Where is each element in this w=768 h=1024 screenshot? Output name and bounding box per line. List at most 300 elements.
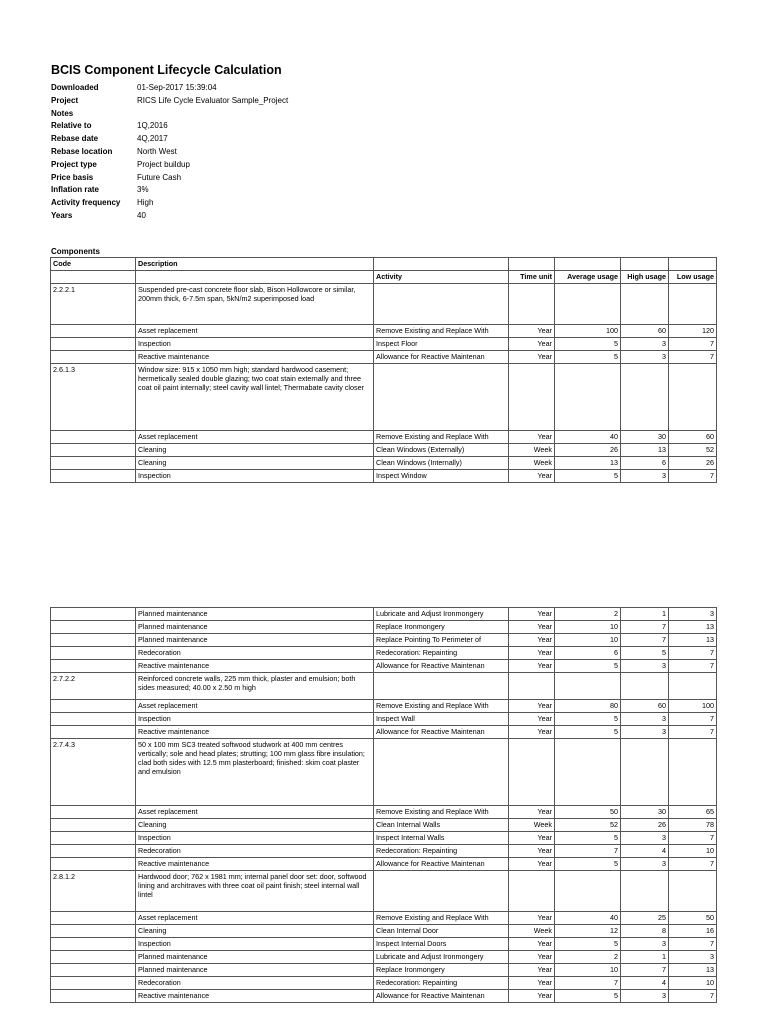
meta-row bbox=[51, 146, 288, 159]
time-unit-cell: Year bbox=[509, 726, 555, 739]
average-usage-cell: 100 bbox=[555, 325, 621, 338]
time-unit-cell: Year bbox=[509, 912, 555, 925]
header-description: Description bbox=[136, 258, 374, 271]
metadata-list bbox=[51, 82, 288, 223]
item-description: Planned maintenance bbox=[136, 634, 374, 647]
average-usage-cell: 5 bbox=[555, 338, 621, 351]
item-description: Asset replacement bbox=[136, 700, 374, 713]
meta-value: Future Cash bbox=[137, 172, 182, 182]
average-usage-cell: 26 bbox=[555, 444, 621, 457]
activity-cell: Replace Ironmongery bbox=[374, 621, 509, 634]
activity-cell: Remove Existing and Replace With bbox=[374, 431, 509, 444]
header-row-2 bbox=[51, 271, 717, 284]
activity-cell: Inspect Floor bbox=[374, 338, 509, 351]
activity-cell: Redecoration: Repainting bbox=[374, 647, 509, 660]
meta-row bbox=[51, 82, 288, 95]
low-usage-cell: 7 bbox=[669, 351, 717, 364]
time-unit-cell: Week bbox=[509, 457, 555, 470]
activity-cell: Inspect Window bbox=[374, 470, 509, 483]
average-usage-cell: 5 bbox=[555, 470, 621, 483]
high-usage-cell: 60 bbox=[621, 700, 669, 713]
activity-cell: Inspect Internal Walls bbox=[374, 832, 509, 845]
time-unit-cell: Year bbox=[509, 351, 555, 364]
time-unit-cell: Year bbox=[509, 858, 555, 871]
time-unit-cell: Year bbox=[509, 990, 555, 1003]
empty-cell bbox=[509, 871, 555, 912]
time-unit-cell: Year bbox=[509, 938, 555, 951]
components-table bbox=[50, 257, 717, 483]
high-usage-cell: 30 bbox=[621, 806, 669, 819]
empty-cell bbox=[51, 832, 136, 845]
item-description: Inspection bbox=[136, 713, 374, 726]
empty-cell bbox=[51, 845, 136, 858]
activity-cell: Allowance for Reactive Maintenan bbox=[374, 990, 509, 1003]
empty-cell bbox=[509, 673, 555, 700]
item-description: Inspection bbox=[136, 470, 374, 483]
high-usage-cell: 4 bbox=[621, 977, 669, 990]
item-description: Inspection bbox=[136, 338, 374, 351]
activity-cell: Clean Windows (Internally) bbox=[374, 457, 509, 470]
activity-cell: Redecoration: Repainting bbox=[374, 977, 509, 990]
table-row bbox=[51, 845, 717, 858]
time-unit-cell: Year bbox=[509, 647, 555, 660]
average-usage-cell: 6 bbox=[555, 647, 621, 660]
average-usage-cell: 5 bbox=[555, 351, 621, 364]
empty-cell bbox=[669, 673, 717, 700]
header-average-usage: Average usage bbox=[555, 271, 621, 284]
meta-label: Activity frequency bbox=[51, 198, 121, 208]
empty-cell bbox=[374, 673, 509, 700]
high-usage-cell: 4 bbox=[621, 845, 669, 858]
average-usage-cell: 7 bbox=[555, 977, 621, 990]
component-row bbox=[51, 364, 717, 431]
time-unit-cell: Year bbox=[509, 806, 555, 819]
table-row bbox=[51, 977, 717, 990]
high-usage-cell: 3 bbox=[621, 990, 669, 1003]
high-usage-cell: 7 bbox=[621, 621, 669, 634]
average-usage-cell: 50 bbox=[555, 806, 621, 819]
activity-cell: Clean Internal Walls bbox=[374, 819, 509, 832]
meta-label: Relative to bbox=[51, 121, 92, 131]
meta-label: Rebase location bbox=[51, 146, 113, 156]
component-code: 2.7.4.3 bbox=[51, 739, 136, 806]
activity-cell: Replace Pointing To Perimeter of bbox=[374, 634, 509, 647]
meta-label: Project type bbox=[51, 159, 97, 169]
empty-cell bbox=[555, 871, 621, 912]
table-row bbox=[51, 858, 717, 871]
average-usage-cell: 10 bbox=[555, 634, 621, 647]
header-time-unit: Time unit bbox=[509, 271, 555, 284]
meta-row bbox=[51, 210, 288, 223]
average-usage-cell: 5 bbox=[555, 858, 621, 871]
empty-cell bbox=[51, 912, 136, 925]
high-usage-cell: 3 bbox=[621, 470, 669, 483]
component-row bbox=[51, 739, 717, 806]
activity-cell: Lubricate and Adjust Ironmongery bbox=[374, 951, 509, 964]
high-usage-cell: 3 bbox=[621, 832, 669, 845]
item-description: Redecoration bbox=[136, 845, 374, 858]
empty-cell bbox=[51, 444, 136, 457]
low-usage-cell: 7 bbox=[669, 858, 717, 871]
item-description: Cleaning bbox=[136, 457, 374, 470]
empty-cell bbox=[51, 977, 136, 990]
time-unit-cell: Year bbox=[509, 325, 555, 338]
low-usage-cell: 100 bbox=[669, 700, 717, 713]
table-row bbox=[51, 938, 717, 951]
empty-cell bbox=[509, 284, 555, 325]
average-usage-cell: 5 bbox=[555, 713, 621, 726]
average-usage-cell: 80 bbox=[555, 700, 621, 713]
average-usage-cell: 7 bbox=[555, 845, 621, 858]
empty-cell bbox=[509, 739, 555, 806]
time-unit-cell: Year bbox=[509, 470, 555, 483]
low-usage-cell: 26 bbox=[669, 457, 717, 470]
meta-value: 3% bbox=[137, 185, 149, 195]
activity-cell: Allowance for Reactive Maintenan bbox=[374, 726, 509, 739]
time-unit-cell: Year bbox=[509, 338, 555, 351]
empty-cell bbox=[51, 431, 136, 444]
high-usage-cell: 30 bbox=[621, 431, 669, 444]
table-row bbox=[51, 634, 717, 647]
low-usage-cell: 13 bbox=[669, 621, 717, 634]
item-description: Redecoration bbox=[136, 977, 374, 990]
high-usage-cell: 3 bbox=[621, 726, 669, 739]
item-description: Inspection bbox=[136, 832, 374, 845]
empty-cell bbox=[51, 806, 136, 819]
header-row-1 bbox=[51, 258, 717, 271]
average-usage-cell: 40 bbox=[555, 912, 621, 925]
table-row bbox=[51, 325, 717, 338]
empty-cell bbox=[621, 871, 669, 912]
table-row bbox=[51, 925, 717, 938]
high-usage-cell: 3 bbox=[621, 858, 669, 871]
item-description: Planned maintenance bbox=[136, 951, 374, 964]
meta-value: 40 bbox=[137, 210, 146, 220]
empty-cell bbox=[51, 608, 136, 621]
low-usage-cell: 13 bbox=[669, 634, 717, 647]
page-title: BCIS Component Lifecycle Calculation bbox=[51, 63, 282, 77]
average-usage-cell: 12 bbox=[555, 925, 621, 938]
activity-cell: Remove Existing and Replace With bbox=[374, 325, 509, 338]
average-usage-cell: 5 bbox=[555, 832, 621, 845]
meta-value: Project buildup bbox=[137, 159, 190, 169]
time-unit-cell: Year bbox=[509, 845, 555, 858]
empty-cell bbox=[509, 364, 555, 431]
component-code: 2.2.2.1 bbox=[51, 284, 136, 325]
time-unit-cell: Year bbox=[509, 621, 555, 634]
table-row bbox=[51, 832, 717, 845]
time-unit-cell: Year bbox=[509, 700, 555, 713]
empty-cell bbox=[51, 351, 136, 364]
empty-cell bbox=[51, 964, 136, 977]
meta-value: RICS Life Cycle Evaluator Sample_Project bbox=[137, 95, 289, 105]
table-row bbox=[51, 431, 717, 444]
average-usage-cell: 5 bbox=[555, 990, 621, 1003]
empty-cell bbox=[51, 660, 136, 673]
empty-cell bbox=[621, 673, 669, 700]
component-row bbox=[51, 284, 717, 325]
table-row bbox=[51, 338, 717, 351]
activity-cell: Allowance for Reactive Maintenan bbox=[374, 660, 509, 673]
average-usage-cell: 10 bbox=[555, 621, 621, 634]
empty-cell bbox=[51, 325, 136, 338]
low-usage-cell: 10 bbox=[669, 845, 717, 858]
item-description: Inspection bbox=[136, 938, 374, 951]
high-usage-cell: 7 bbox=[621, 634, 669, 647]
empty-cell bbox=[669, 364, 717, 431]
component-description: Suspended pre-cast concrete floor slab, Bison Hollowcore or similar, 200mm thick, 6-7.5m span, 5kN/m2 superimposed load bbox=[136, 284, 374, 325]
high-usage-cell: 3 bbox=[621, 938, 669, 951]
empty-cell bbox=[51, 925, 136, 938]
item-description: Reactive maintenance bbox=[136, 726, 374, 739]
component-row bbox=[51, 871, 717, 912]
meta-row bbox=[51, 172, 288, 185]
time-unit-cell: Year bbox=[509, 977, 555, 990]
table-row bbox=[51, 351, 717, 364]
high-usage-cell: 3 bbox=[621, 338, 669, 351]
meta-value: 1Q,2016 bbox=[137, 121, 168, 131]
average-usage-cell: 5 bbox=[555, 938, 621, 951]
high-usage-cell: 3 bbox=[621, 351, 669, 364]
item-description: Asset replacement bbox=[136, 431, 374, 444]
activity-cell: Remove Existing and Replace With bbox=[374, 912, 509, 925]
time-unit-cell: Week bbox=[509, 925, 555, 938]
low-usage-cell: 50 bbox=[669, 912, 717, 925]
header-low-usage: Low usage bbox=[669, 271, 717, 284]
empty-cell bbox=[51, 457, 136, 470]
empty-cell bbox=[51, 713, 136, 726]
table-row bbox=[51, 700, 717, 713]
low-usage-cell: 60 bbox=[669, 431, 717, 444]
low-usage-cell: 3 bbox=[669, 951, 717, 964]
high-usage-cell: 7 bbox=[621, 964, 669, 977]
low-usage-cell: 7 bbox=[669, 726, 717, 739]
table-row bbox=[51, 647, 717, 660]
meta-label: Notes bbox=[51, 108, 74, 118]
component-description: 50 x 100 mm SC3 treated softwood studwork at 400 mm centres vertically; sole and head plates; strutting; 100 mm glass fibre insulation; clad both sides with 12.5 mm plasterboard; finished: skim coat plaster and emulsion bbox=[136, 739, 374, 806]
time-unit-cell: Year bbox=[509, 964, 555, 977]
activity-cell: Allowance for Reactive Maintenan bbox=[374, 858, 509, 871]
time-unit-cell: Year bbox=[509, 608, 555, 621]
empty-cell bbox=[51, 338, 136, 351]
header-activity: Activity bbox=[374, 271, 509, 284]
activity-cell: Allowance for Reactive Maintenan bbox=[374, 351, 509, 364]
component-code: 2.7.2.2 bbox=[51, 673, 136, 700]
activity-cell: Remove Existing and Replace With bbox=[374, 700, 509, 713]
empty-cell bbox=[51, 938, 136, 951]
low-usage-cell: 7 bbox=[669, 470, 717, 483]
low-usage-cell: 65 bbox=[669, 806, 717, 819]
high-usage-cell: 1 bbox=[621, 608, 669, 621]
item-description: Cleaning bbox=[136, 444, 374, 457]
table-row bbox=[51, 470, 717, 483]
component-description: Reinforced concrete walls, 225 mm thick, plaster and emulsion; both sides measured; 40.00 x 2.50 m high bbox=[136, 673, 374, 700]
empty-cell bbox=[555, 673, 621, 700]
table-row bbox=[51, 726, 717, 739]
components-table-continued bbox=[50, 607, 717, 1003]
low-usage-cell: 16 bbox=[669, 925, 717, 938]
high-usage-cell: 1 bbox=[621, 951, 669, 964]
empty-cell bbox=[669, 739, 717, 806]
empty-cell bbox=[621, 284, 669, 325]
low-usage-cell: 52 bbox=[669, 444, 717, 457]
high-usage-cell: 3 bbox=[621, 713, 669, 726]
time-unit-cell: Year bbox=[509, 431, 555, 444]
high-usage-cell: 5 bbox=[621, 647, 669, 660]
item-description: Cleaning bbox=[136, 925, 374, 938]
item-description: Planned maintenance bbox=[136, 964, 374, 977]
meta-label: Rebase date bbox=[51, 134, 99, 144]
empty-cell bbox=[51, 951, 136, 964]
table-row bbox=[51, 713, 717, 726]
empty-cell bbox=[374, 871, 509, 912]
activity-cell: Lubricate and Adjust Ironmongery bbox=[374, 608, 509, 621]
table-row bbox=[51, 951, 717, 964]
empty-cell bbox=[374, 364, 509, 431]
average-usage-cell: 5 bbox=[555, 660, 621, 673]
component-description: Window size: 915 x 1050 mm high; standard hardwood casement; hermetically sealed double glazing; two coat stain externally and three coat oil paint internally; steel cavity wall lintel; Thermabate cavity closer bbox=[136, 364, 374, 431]
empty-cell bbox=[51, 621, 136, 634]
item-description: Cleaning bbox=[136, 819, 374, 832]
empty-cell bbox=[51, 647, 136, 660]
item-description: Asset replacement bbox=[136, 806, 374, 819]
component-code: 2.6.1.3 bbox=[51, 364, 136, 431]
meta-row bbox=[51, 95, 288, 108]
high-usage-cell: 3 bbox=[621, 660, 669, 673]
meta-value: North West bbox=[137, 146, 177, 156]
table-row bbox=[51, 964, 717, 977]
activity-cell: Clean Internal Door bbox=[374, 925, 509, 938]
item-description: Reactive maintenance bbox=[136, 990, 374, 1003]
empty-cell bbox=[669, 284, 717, 325]
meta-row bbox=[51, 133, 288, 146]
low-usage-cell: 3 bbox=[669, 608, 717, 621]
time-unit-cell: Week bbox=[509, 819, 555, 832]
components-label: Components bbox=[51, 247, 100, 256]
low-usage-cell: 7 bbox=[669, 660, 717, 673]
low-usage-cell: 78 bbox=[669, 819, 717, 832]
table-row bbox=[51, 444, 717, 457]
low-usage-cell: 7 bbox=[669, 647, 717, 660]
low-usage-cell: 7 bbox=[669, 938, 717, 951]
meta-label: Project bbox=[51, 95, 79, 105]
meta-label: Price basis bbox=[51, 172, 94, 182]
empty-cell bbox=[555, 739, 621, 806]
time-unit-cell: Year bbox=[509, 713, 555, 726]
item-description: Planned maintenance bbox=[136, 608, 374, 621]
high-usage-cell: 6 bbox=[621, 457, 669, 470]
average-usage-cell: 13 bbox=[555, 457, 621, 470]
empty-cell bbox=[51, 726, 136, 739]
component-row bbox=[51, 673, 717, 700]
high-usage-cell: 25 bbox=[621, 912, 669, 925]
activity-cell: Inspect Wall bbox=[374, 713, 509, 726]
meta-value: 4Q,2017 bbox=[137, 134, 168, 144]
time-unit-cell: Year bbox=[509, 951, 555, 964]
meta-row bbox=[51, 184, 288, 197]
empty-cell bbox=[555, 284, 621, 325]
meta-value: 01-Sep-2017 15:39:04 bbox=[137, 83, 217, 92]
activity-cell: Remove Existing and Replace With bbox=[374, 806, 509, 819]
table-row bbox=[51, 457, 717, 470]
time-unit-cell: Year bbox=[509, 634, 555, 647]
component-description: Hardwood door; 762 x 1981 mm; internal panel door set: door, softwood lining and architraves with three coat oil paint finish; steel internal wall lintel bbox=[136, 871, 374, 912]
item-description: Redecoration bbox=[136, 647, 374, 660]
high-usage-cell: 60 bbox=[621, 325, 669, 338]
low-usage-cell: 7 bbox=[669, 832, 717, 845]
empty-cell bbox=[51, 470, 136, 483]
empty-cell bbox=[51, 819, 136, 832]
high-usage-cell: 26 bbox=[621, 819, 669, 832]
meta-label: Downloaded bbox=[51, 83, 99, 92]
average-usage-cell: 52 bbox=[555, 819, 621, 832]
low-usage-cell: 120 bbox=[669, 325, 717, 338]
item-description: Reactive maintenance bbox=[136, 660, 374, 673]
meta-label: Years bbox=[51, 210, 73, 220]
low-usage-cell: 10 bbox=[669, 977, 717, 990]
meta-row bbox=[51, 197, 288, 210]
empty-cell bbox=[374, 739, 509, 806]
high-usage-cell: 8 bbox=[621, 925, 669, 938]
table-row bbox=[51, 806, 717, 819]
meta-label: Inflation rate bbox=[51, 185, 100, 195]
meta-row bbox=[51, 159, 288, 172]
activity-cell: Inspect Internal Doors bbox=[374, 938, 509, 951]
meta-value: High bbox=[137, 198, 154, 208]
low-usage-cell: 13 bbox=[669, 964, 717, 977]
component-code: 2.8.1.2 bbox=[51, 871, 136, 912]
item-description: Asset replacement bbox=[136, 325, 374, 338]
average-usage-cell: 2 bbox=[555, 608, 621, 621]
empty-cell bbox=[374, 284, 509, 325]
activity-cell: Clean Windows (Externally) bbox=[374, 444, 509, 457]
activity-cell: Redecoration: Repainting bbox=[374, 845, 509, 858]
low-usage-cell: 7 bbox=[669, 713, 717, 726]
empty-cell bbox=[669, 871, 717, 912]
time-unit-cell: Year bbox=[509, 832, 555, 845]
meta-row bbox=[51, 120, 288, 133]
time-unit-cell: Year bbox=[509, 660, 555, 673]
item-description: Reactive maintenance bbox=[136, 858, 374, 871]
header-code: Code bbox=[51, 258, 136, 271]
header-high-usage: High usage bbox=[621, 271, 669, 284]
empty-cell bbox=[51, 700, 136, 713]
table-row bbox=[51, 621, 717, 634]
high-usage-cell: 13 bbox=[621, 444, 669, 457]
meta-row bbox=[51, 108, 288, 121]
empty-cell bbox=[621, 739, 669, 806]
average-usage-cell: 2 bbox=[555, 951, 621, 964]
empty-cell bbox=[621, 364, 669, 431]
average-usage-cell: 5 bbox=[555, 726, 621, 739]
item-description: Asset replacement bbox=[136, 912, 374, 925]
low-usage-cell: 7 bbox=[669, 338, 717, 351]
item-description: Planned maintenance bbox=[136, 621, 374, 634]
empty-cell bbox=[51, 634, 136, 647]
low-usage-cell: 7 bbox=[669, 990, 717, 1003]
table-row bbox=[51, 660, 717, 673]
activity-cell: Replace Ironmongery bbox=[374, 964, 509, 977]
empty-cell bbox=[555, 364, 621, 431]
average-usage-cell: 10 bbox=[555, 964, 621, 977]
empty-cell bbox=[51, 858, 136, 871]
table-row bbox=[51, 819, 717, 832]
table-row bbox=[51, 990, 717, 1003]
item-description: Reactive maintenance bbox=[136, 351, 374, 364]
table-row bbox=[51, 912, 717, 925]
time-unit-cell: Week bbox=[509, 444, 555, 457]
average-usage-cell: 40 bbox=[555, 431, 621, 444]
